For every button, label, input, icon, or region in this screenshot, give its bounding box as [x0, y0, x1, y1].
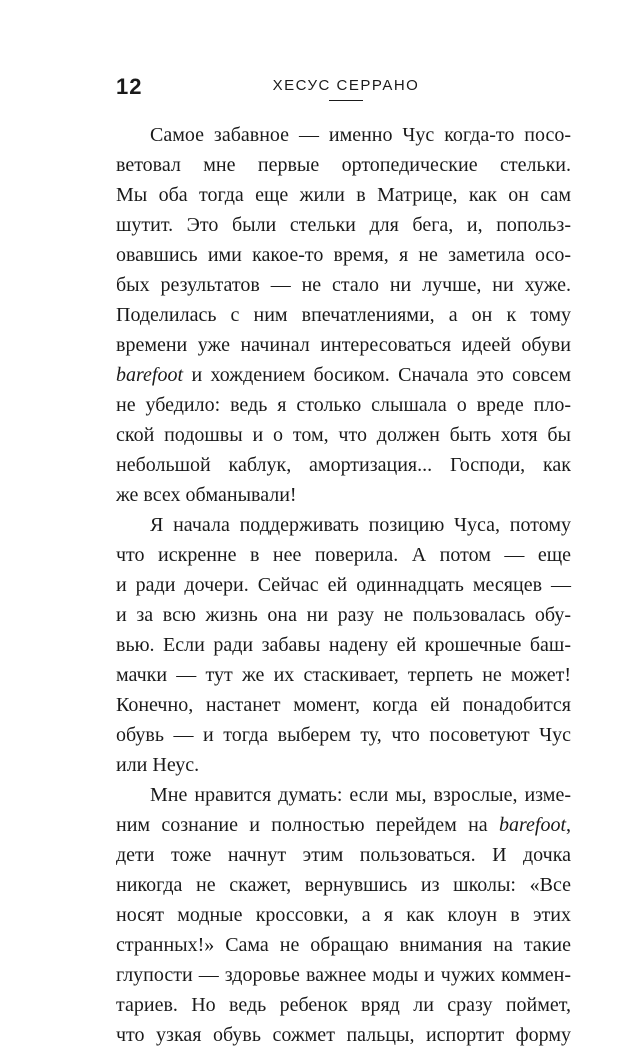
line-text: носят модные кроссовки, а я как клоун в этих — [116, 904, 571, 926]
line-tail: , — [566, 814, 571, 836]
text-line — [116, 990, 571, 1020]
line-text: и хождением босиком. Сначала это совсем — [183, 364, 571, 386]
line-text: Самое забавное — именно Чус когда-то посо- — [150, 124, 571, 146]
text-line — [116, 630, 571, 660]
line-text: обувь — и тогда выберем ту, что посоветуют Чус — [116, 724, 571, 746]
line-text: небольшой каблук, амортизация... Господи, как — [116, 454, 571, 476]
text-line — [116, 540, 571, 570]
line-text: времени уже начинал интересоваться идеей обуви — [116, 334, 571, 356]
italic-term: barefoot — [116, 364, 184, 386]
text-line — [116, 930, 571, 960]
text-line — [116, 600, 571, 630]
line-text: шутит. Это были стельки для бега, и, попольз- — [116, 214, 571, 236]
line-text: не убедило: ведь я столько слышала о вреде пло- — [116, 394, 571, 416]
text-line — [116, 240, 571, 270]
line-text: никогда не скажет, вернувшись из школы: «Все — [116, 874, 571, 896]
line-text: ской подошвы и о том, что должен быть хотя бы — [116, 424, 571, 446]
page-number: 12 — [116, 74, 143, 99]
line-text: дети тоже начнут этим пользоваться. И дочка — [116, 844, 571, 866]
text-line — [116, 690, 571, 720]
text-line — [116, 570, 571, 600]
body-text — [116, 120, 571, 1050]
line-text: Поделилась с ним впечатлениями, а он к тому — [116, 304, 571, 326]
text-line — [116, 210, 571, 240]
text-line — [116, 390, 571, 420]
text-line — [116, 750, 571, 780]
text-line — [116, 150, 571, 180]
line-text: ветовал мне первые ортопедические стельки. — [116, 154, 571, 176]
line-text: что узкая обувь сожмет пальцы, испортит форму — [116, 1024, 571, 1046]
line-text: мачки — тут же их стаскивает, терпеть не может! — [116, 664, 571, 686]
text-line — [116, 1020, 571, 1050]
line-text: или Неус. — [116, 754, 200, 776]
line-text: странных!» Сама не обращаю внимания на такие — [116, 934, 571, 956]
text-line — [116, 480, 571, 510]
text-line — [116, 900, 571, 930]
text-line — [116, 360, 571, 390]
text-line — [116, 270, 571, 300]
line-text: овавшись ими какое-то время, я не заметила осо- — [116, 244, 571, 266]
text-line — [116, 300, 571, 330]
text-line — [116, 720, 571, 750]
italic-term: barefoot — [498, 814, 566, 836]
line-text: и за всю жизнь она ни разу не пользовалась обу- — [116, 604, 571, 626]
header-rule — [329, 100, 363, 101]
line-text: что искренне в нее поверила. А потом — еще — [116, 544, 571, 566]
text-line — [116, 510, 571, 540]
text-line — [116, 450, 571, 480]
text-line — [116, 840, 571, 870]
line-text: и ради дочери. Сейчас ей одиннадцать месяцев — — [116, 574, 571, 596]
line-text: вью. Если ради забавы надену ей крошечные баш- — [116, 634, 571, 656]
text-line — [116, 780, 571, 810]
text-line — [116, 870, 571, 900]
line-text: ним сознание и полностью перейдем на — [116, 814, 499, 836]
line-text: же всех обманывали! — [116, 484, 297, 506]
text-line — [116, 810, 571, 840]
text-line — [116, 180, 571, 210]
line-text: бых результатов — не стало ни лучше, ни хуже. — [116, 274, 571, 296]
text-line — [116, 330, 571, 360]
line-text: глупости — здоровье важнее моды и чужих коммен- — [116, 964, 571, 986]
text-line — [116, 960, 571, 990]
text-line — [116, 660, 571, 690]
text-line — [116, 420, 571, 450]
line-text: Мы оба тогда еще жили в Матрице, как он сам — [116, 184, 571, 206]
line-text: Конечно, настанет момент, когда ей понадобится — [116, 694, 571, 716]
text-line — [116, 120, 571, 150]
line-text: Мне нравится думать: если мы, взрослые, изме- — [150, 784, 571, 806]
line-text: Я начала поддерживать позицию Чуса, потому — [150, 514, 571, 536]
running-title: ХЕСУС СЕРРАНО — [272, 77, 420, 94]
line-text: тариев. Но ведь ребенок вряд ли сразу поймет, — [116, 994, 571, 1016]
